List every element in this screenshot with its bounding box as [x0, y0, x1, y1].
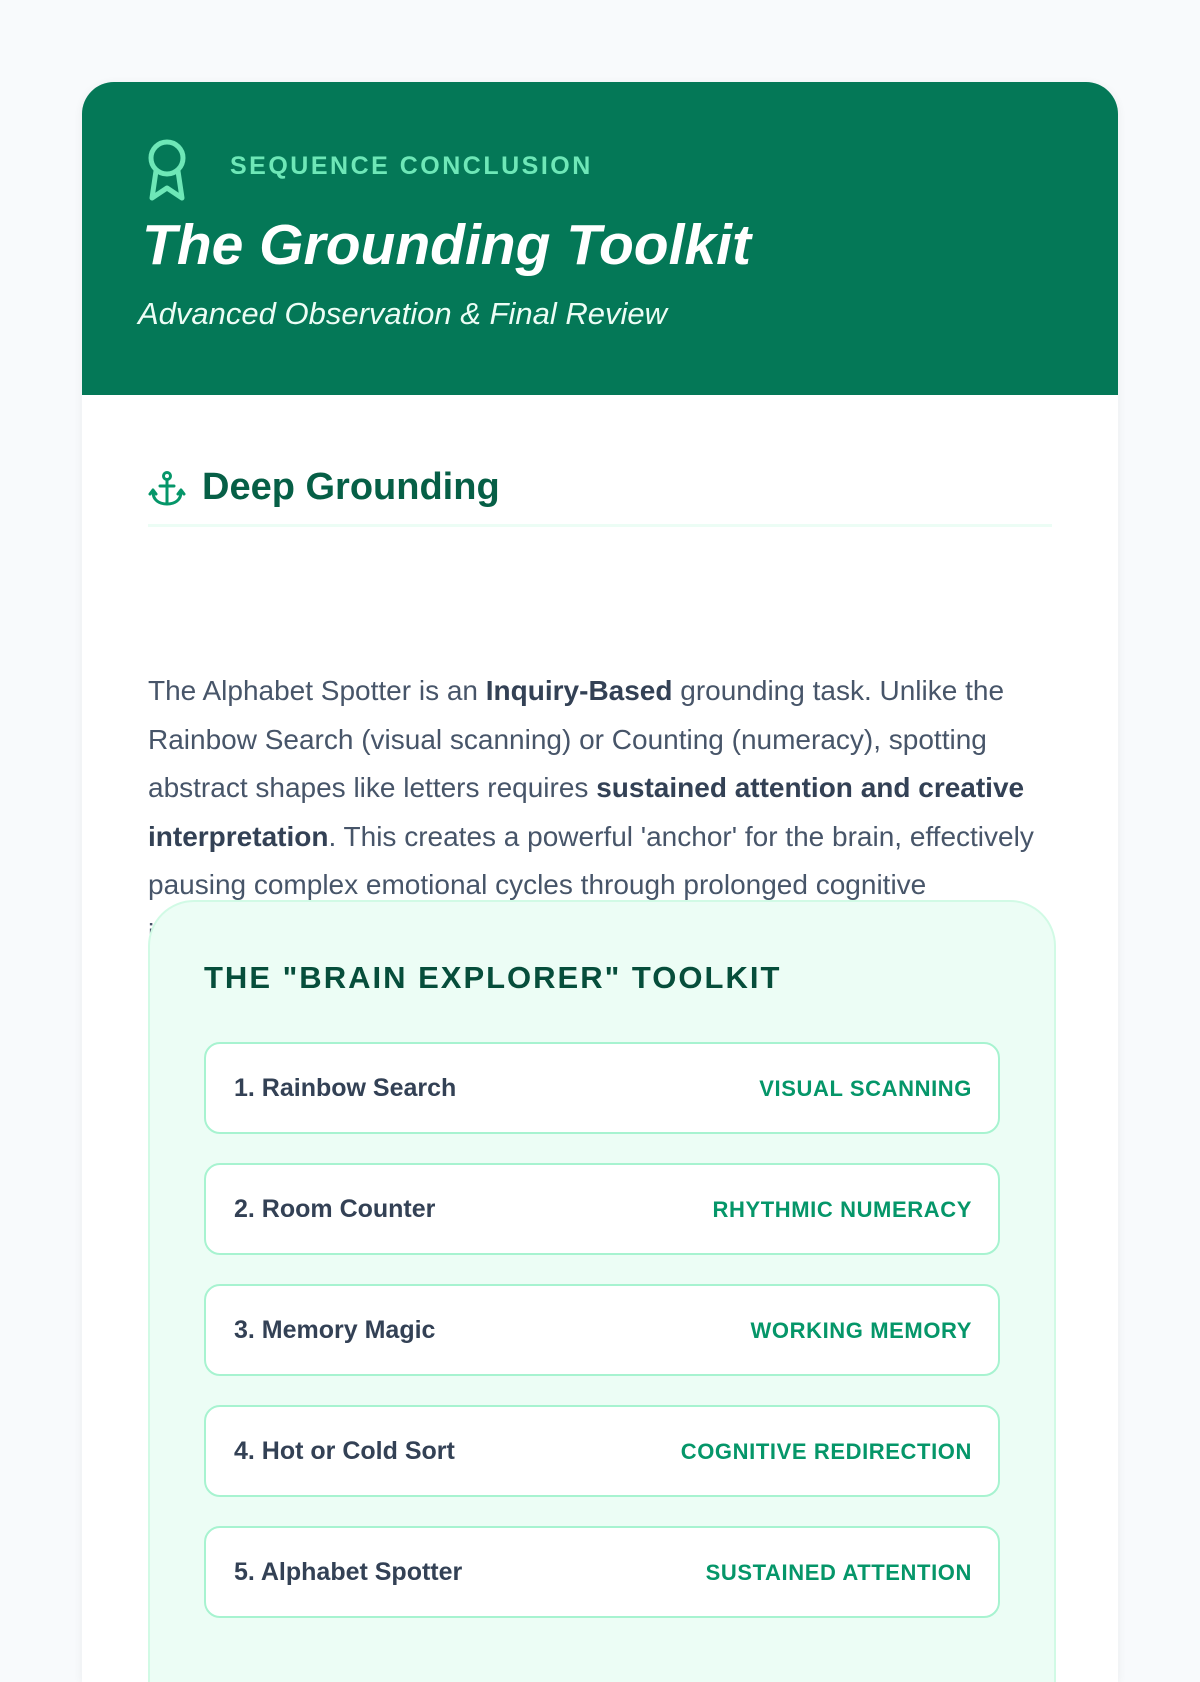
header-kicker: SEQUENCE CONCLUSION [230, 152, 593, 180]
toolkit-item [204, 1163, 1000, 1255]
description-text: . This creates a powerful 'anchor' for the brain, effectively pausing complex emotional cycles through prolonged cognitive [148, 820, 1034, 900]
toolkit-item [204, 1042, 1000, 1134]
toolkit-item-name: 4. Hot or Cold Sort [234, 1437, 455, 1465]
toolkit-item-skill: WORKING MEMORY [750, 1318, 972, 1343]
lesson-card [82, 82, 1118, 1682]
toolkit-item-name: 1. Rainbow Search [234, 1074, 457, 1102]
description-bold: Inquiry-Based [485, 675, 673, 706]
page-title: The Grounding Toolkit [142, 213, 751, 277]
page-subtitle: Advanced Observation & Final Review [138, 296, 667, 331]
description-text: grounding task. Unlike the Rainbow Search (visual scanning) or Counting (numeracy), spotting abstract shapes like letters requires [148, 675, 1005, 803]
toolkit-item-skill: VISUAL SCANNING [759, 1076, 972, 1101]
toolkit-item-skill: RHYTHMIC NUMERACY [712, 1197, 972, 1222]
award-ribbon-icon [144, 138, 190, 202]
toolkit-panel [148, 900, 1056, 1682]
description-bold: sustained attention and creative interpretation [148, 772, 1025, 852]
toolkit-item-name: 5. Alphabet Spotter [234, 1558, 463, 1586]
toolkit-item [204, 1284, 1000, 1376]
toolkit-title: THE "BRAIN EXPLORER" TOOLKIT [204, 960, 782, 995]
card-header [82, 82, 1118, 395]
anchor-icon [148, 470, 186, 508]
toolkit-item-name: 3. Memory Magic [234, 1316, 436, 1344]
toolkit-item-skill: SUSTAINED ATTENTION [705, 1560, 972, 1585]
toolkit-item [204, 1405, 1000, 1497]
toolkit-item [204, 1526, 1000, 1618]
toolkit-list [204, 1042, 1000, 1647]
toolkit-item-name: 2. Room Counter [234, 1195, 436, 1223]
description-text: The Alphabet Spotter is an [148, 675, 486, 706]
toolkit-item-skill: COGNITIVE REDIRECTION [680, 1439, 972, 1464]
section-header [148, 462, 1052, 527]
section-title: Deep Grounding [202, 466, 500, 508]
